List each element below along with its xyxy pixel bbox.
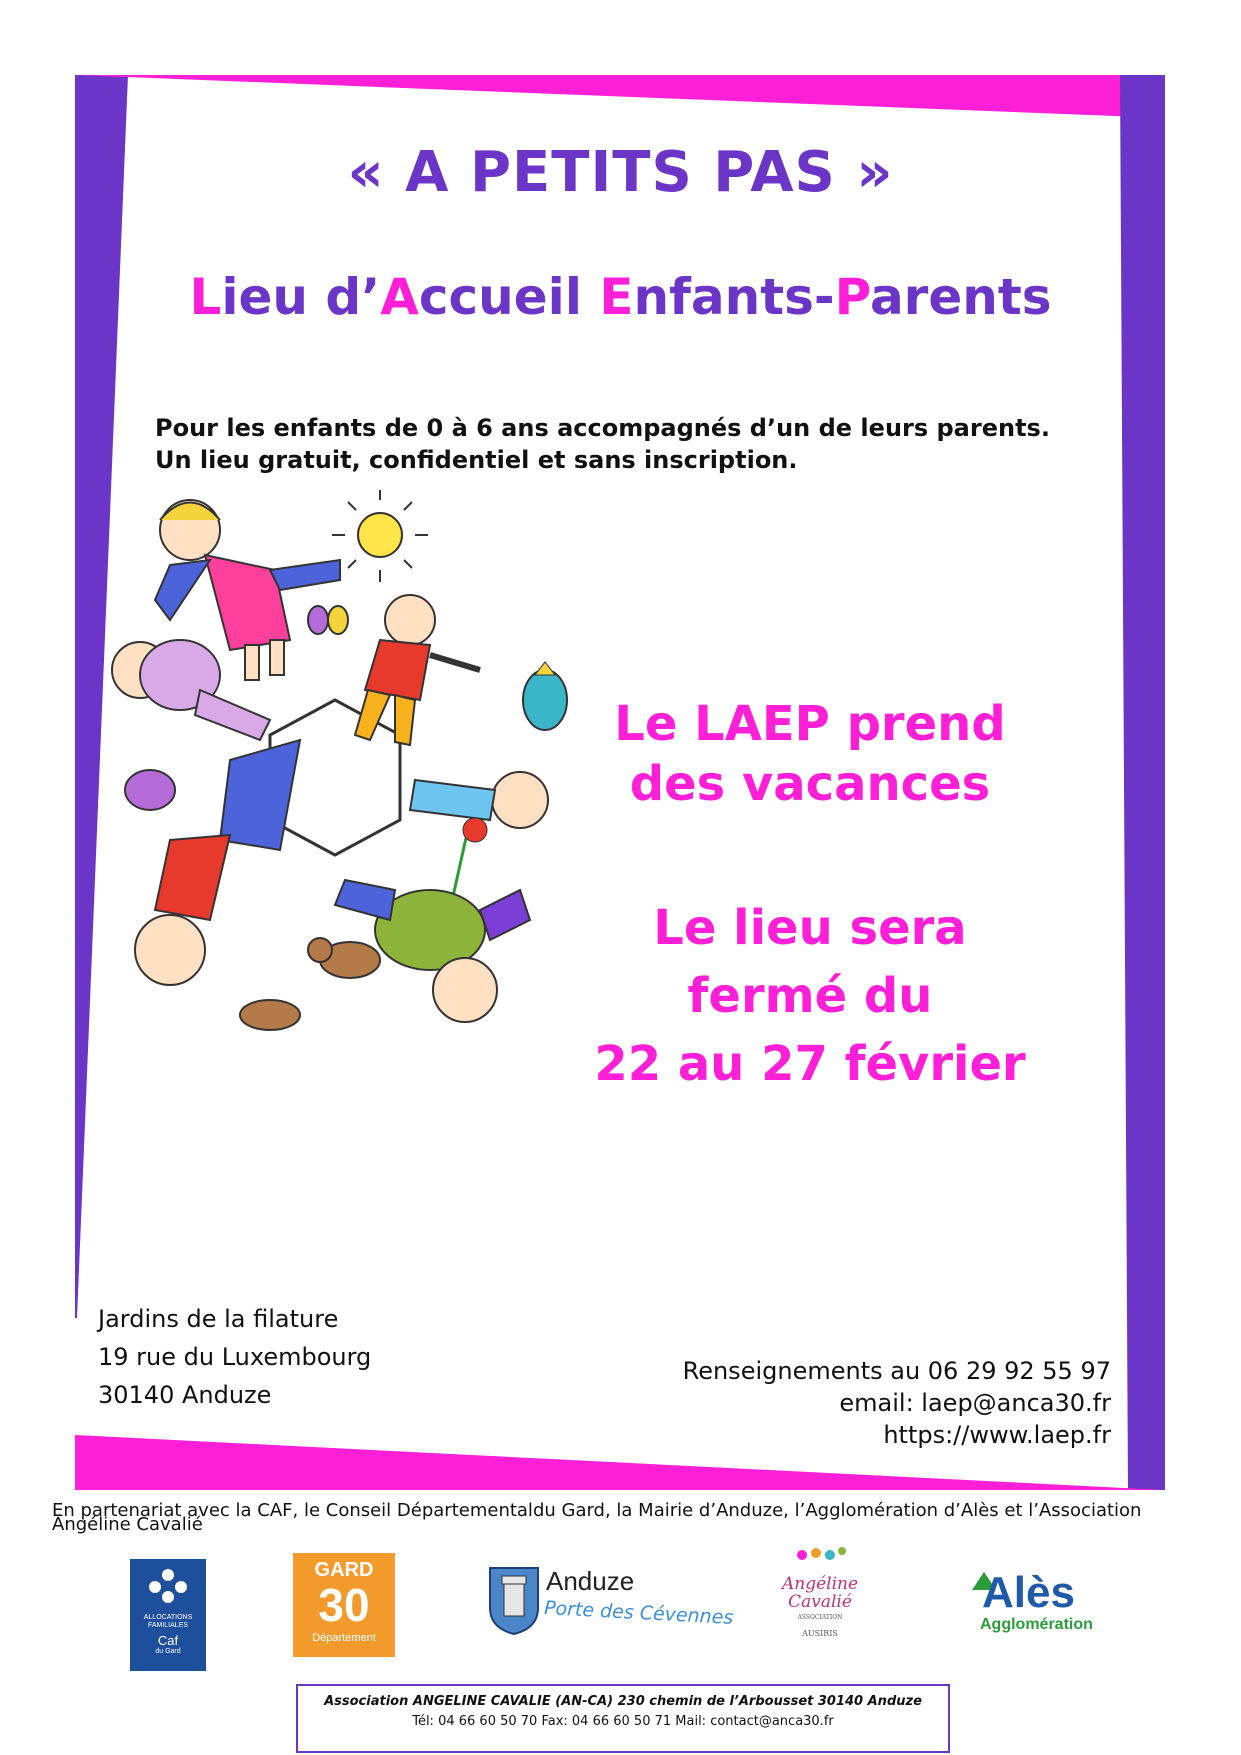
address-line: Jardins de la filature [98, 1305, 339, 1333]
closure-notice [560, 694, 1060, 814]
association-name: Association ANGELINE CAVALIE (AN-CA) 230 chemin de l’Arbousset 30140 Anduze [324, 1694, 922, 1709]
partners-text: En partenariat avec la CAF, le Conseil Départementaldu Gard, la Mairie d’Anduze, l’Agglomération d’Alès et l’Association Angéline Cavalié [52, 1500, 1142, 1535]
intro-line: Un lieu gratuit, confidentiel et sans inscription. [155, 446, 798, 474]
contact-email[interactable]: email: laep@anca30.fr [839, 1389, 1111, 1417]
association-contact: Tél: 04 66 60 50 70 Fax: 04 66 60 50 71 Mail: contact@anca30.fr [412, 1714, 834, 1729]
anduze-shield-icon [488, 1564, 540, 1636]
contact-phone: Renseignements au 06 29 92 55 97 [682, 1357, 1111, 1385]
poster-title: « A PETITS PAS » [347, 140, 894, 205]
address-line: 19 rue du Luxembourg [98, 1343, 372, 1371]
intro-text [155, 412, 1050, 476]
notice-line: Le lieu sera [653, 900, 967, 956]
ales-agglomeration-logo: Alès Agglomération [968, 1570, 1108, 1640]
poster-subtitle: Lieu d’Accueil Enfants-Parents [189, 268, 1052, 326]
contact-block [683, 1355, 1111, 1451]
contact-website[interactable]: https://www.laep.fr [883, 1421, 1111, 1449]
notice-line: 22 au 27 février [594, 1036, 1026, 1092]
children-circle-illustration [110, 490, 580, 1080]
notice-line: des vacances [629, 756, 991, 812]
anduze-logo: Anduze Porte des Cévennes [488, 1564, 713, 1636]
angeline-figures-icon [790, 1545, 850, 1571]
notice-line: fermé du [687, 968, 933, 1024]
angeline-cavalie-logo: Angéline Cavalié ASSOCIATION AUSIRIS [770, 1545, 870, 1649]
association-footer [296, 1684, 950, 1753]
closure-dates [560, 894, 1060, 1098]
address-line: 30140 Anduze [98, 1381, 272, 1409]
intro-line: Pour les enfants de 0 à 6 ans accompagnés d’un de leurs parents. [155, 414, 1050, 442]
sun-icon [332, 490, 428, 582]
caf-emblem-icon [143, 1565, 193, 1609]
caf-logo: ALLOCATIONS FAMILIALES Caf du Gard [130, 1559, 206, 1671]
notice-line: Le LAEP prend [614, 696, 1006, 752]
gard-30-logo: GARD 30 Département [293, 1553, 395, 1657]
address-block [98, 1300, 371, 1414]
